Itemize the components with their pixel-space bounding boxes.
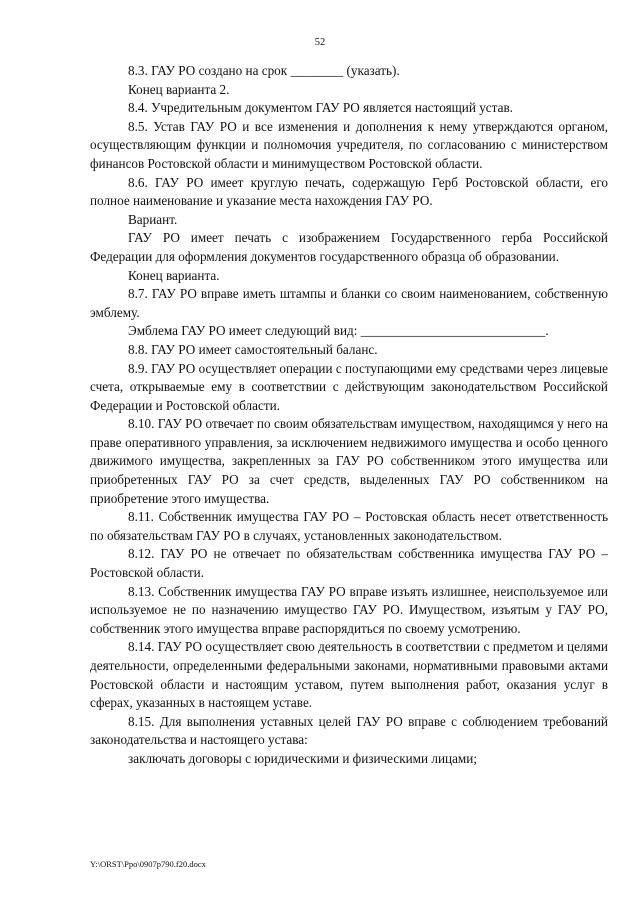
paragraph-8-10: 8.10. ГАУ РО отвечает по своим обязательствам имуществом, находящимся у него на праве оперативного управления, за исключением недвижимого имущества и особо ценного движимого имущества, закрепленных за ГАУ РО собственником этого имущества или приобретенных ГАУ РО за счет средств, выделенных ГАУ РО собственником на приобретение этого имущества. bbox=[90, 416, 608, 506]
paragraph-variant: Вариант. bbox=[128, 211, 178, 227]
paragraph-8-8: 8.8. ГАУ РО имеет самостоятельный баланс. bbox=[128, 341, 378, 357]
paragraph-end-variant-2: Конец варианта 2. bbox=[128, 81, 230, 97]
paragraph-8-3: 8.3. ГАУ РО создано на срок ________ (указать). bbox=[128, 63, 400, 78]
document-body bbox=[90, 62, 608, 769]
paragraph-8-15: 8.15. Для выполнения уставных целей ГАУ РО вправе с соблюдением требований законодательства и настоящего устава: bbox=[90, 713, 608, 748]
paragraph-8-4: 8.4. Учредительным документом ГАУ РО является настоящий устав. bbox=[128, 100, 513, 116]
paragraph-8-6: 8.6. ГАУ РО имеет круглую печать, содержащую Герб Ростовской области, его полное наименование и указание места нахождения ГАУ РО. bbox=[90, 174, 608, 209]
footer-file-path: Y:\ORST\Ppo\0907p790.f20.docx bbox=[90, 859, 206, 869]
paragraph-end-variant: Конец варианта. bbox=[128, 267, 220, 283]
paragraph-8-14: 8.14. ГАУ РО осуществляет свою деятельность в соответствии с предметом и целями деятельности, определенными федеральными законами, нормативными правовыми актами Ростовской области и настоящим уставом, путем выполнения работ, оказания услуг в сферах, указанных в настоящем уставе. bbox=[90, 639, 608, 711]
paragraph-8-9: 8.9. ГАУ РО осуществляет операции с поступающими ему средствами через лицевые счета, открываемые ему в соответствии с действующим законодательством Российской Федерации и Ростовской области. bbox=[90, 360, 608, 413]
paragraph-8-12: 8.12. ГАУ РО не отвечает по обязательствам собственника имущества ГАУ РО – Ростовской области. bbox=[90, 546, 608, 581]
paragraph-8-7: 8.7. ГАУ РО вправе иметь штампы и бланки со своим наименованием, собственную эмблему. bbox=[90, 286, 608, 320]
paragraph-8-11: 8.11. Собственник имущества ГАУ РО – Ростовская область несет ответственность по обязательствам ГАУ РО в случаях, установленных законодательством. bbox=[90, 509, 608, 543]
paragraph-8-5: 8.5. Устав ГАУ РО и все изменения и дополнения к нему утверждаются органом, осуществляющим функции и полномочия учредителя, по согласованию с министерством финансов Ростовской области и минимуществом Ростовской области. bbox=[90, 118, 608, 171]
page-number: 52 bbox=[314, 37, 326, 48]
paragraph-8-13: 8.13. Собственник имущества ГАУ РО вправе изъять излишнее, неиспользуемое или используемое не по назначению имущество ГАУ РО. Имуществом, изъятым у ГАУ РО, собственник этого имущества вправе распорядиться по своему усмотрению. bbox=[90, 583, 608, 636]
paragraph-variant-seal: ГАУ РО имеет печать с изображением Государственного герба Российской Федерации для оформления документов государственного образца об образовании. bbox=[90, 230, 608, 264]
paragraph-contracts: заключать договоры с юридическими и физическими лицами; bbox=[128, 750, 477, 766]
paragraph-emblem: Эмблема ГАУ РО имеет следующий вид: ____________________________. bbox=[128, 323, 549, 339]
